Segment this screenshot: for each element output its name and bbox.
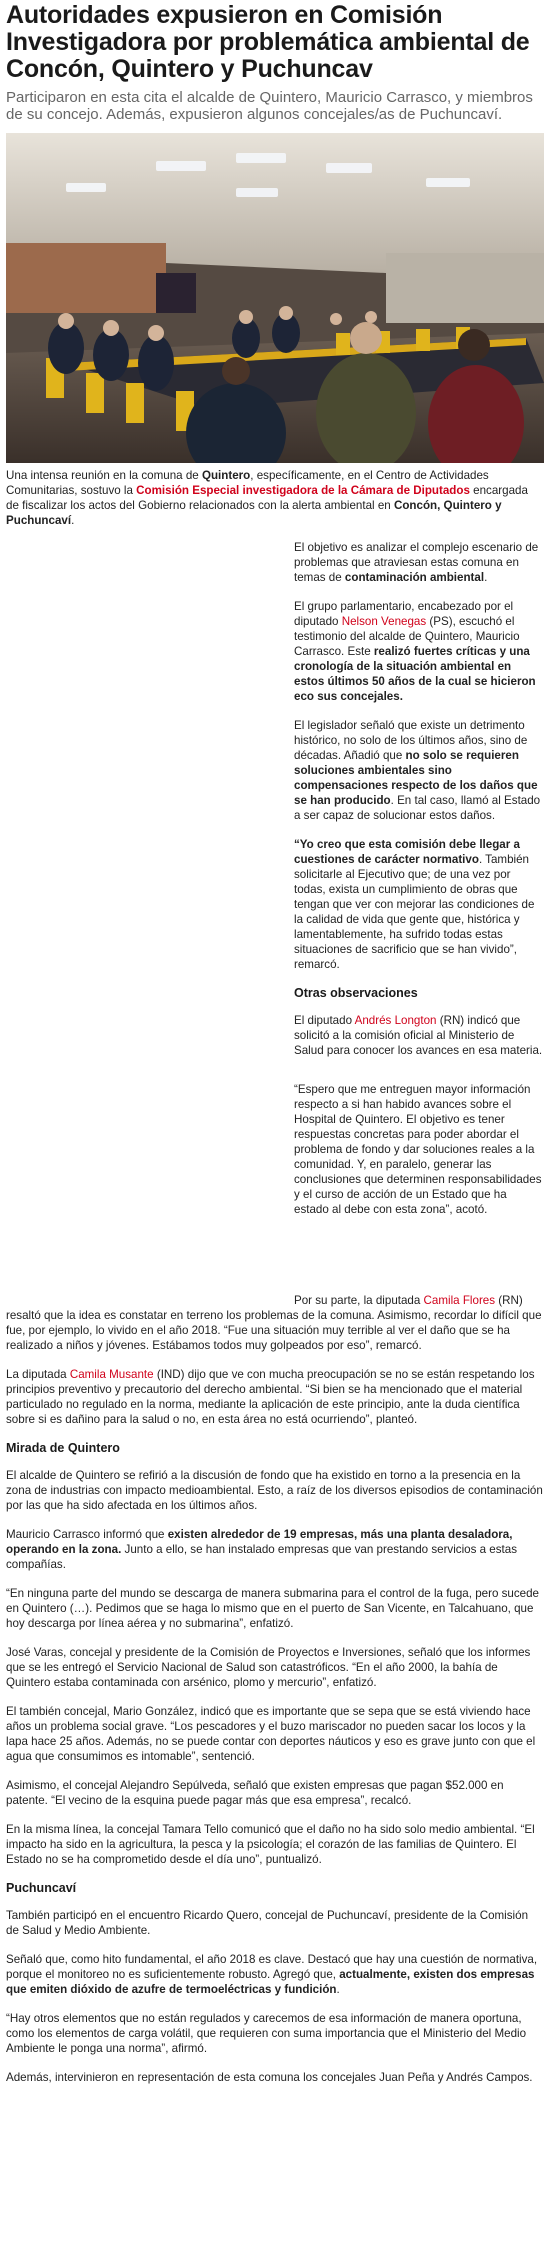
paragraph: Asimismo, el concejal Alejandro Sepúlveda, señaló que existen empresas que pagan $52.000 en patente. “El vecino de la esquina puede pagar más que esa empresa”, recalcó. bbox=[6, 1779, 504, 1807]
comision-link[interactable]: Comisión Especial investigadora de la Cámara de Diputados bbox=[136, 484, 470, 497]
andres-longton-link[interactable]: Andrés Longton bbox=[354, 1014, 437, 1027]
paragraph: También participó en el encuentro Ricardo Quero, concejal de Puchuncaví, presidente de la Comisión de Salud y Medio Ambiente. bbox=[6, 1909, 529, 1937]
article-headline: Autoridades expusieron en Comisión Investigadora por problemática ambiental de Concón, Quintero y Puchuncav bbox=[6, 1, 530, 83]
paragraph: Señaló que, como hito fundamental, el año 2018 es clave. Destacó que hay una cuestión de normativa, porque el monitoreo no es suficientemente robusto. Agregó que, actualmente, existen dos empresas que emiten dióxido de azufre de termoeléctricas y fundición. bbox=[6, 1953, 538, 1996]
paragraph: El también concejal, Mario González, indicó que es importante que se sepa que se está viviendo hace años un problema social grave. “Los pescadores y el buzo mariscador no pueden sacar los locos y la lapa hace 25 años. Además, no se puede contar con deportes náuticos y eso es grave junto con que el agua que consumimos es intomable”, sentenció. bbox=[6, 1705, 536, 1763]
heading-mirada-quintero: Mirada de Quintero bbox=[6, 1441, 120, 1455]
paragraph: Por su parte, la diputada Camila Flores (RN) resaltó que la idea es constatar en terreno los problemas de la comuna. Asimismo, recordar lo difícil que fue, por ejemplo, lo vivido en el año 2018. “Fue una situación muy terrible al ver el daño que se ha realizado a niños y jóvenes. Estábamos todos muy golpeados por eso”, remarcó. bbox=[6, 1294, 542, 1352]
paragraph: “Hay otros elementos que no están regulados y carecemos de esa información de manera oportuna, como los elementos de carga volátil, que requieren con suma importancia que el Ministerio del Medio Ambiente le ponga una norma”, afirmó. bbox=[6, 2012, 527, 2055]
paragraph: “En ninguna parte del mundo se descarga de manera submarina para el control de la fuga, pero sucede en Quintero (…). Pedimos que se haga lo mismo que en el puerto de San Vicente, en Talcahuano, que hoy descarga por línea aérea y no submarina”, enfatizó. bbox=[6, 1587, 540, 1630]
paragraph: El legislador señaló que existe un detrimento histórico, no solo de los últimos años, sino de décadas. Añadió que no solo se requieren soluciones ambientales sino compensaciones respecto de los daños que se han producido. En tal caso, llamó al Estado a ser capaz de solucionar estos daños. bbox=[294, 719, 541, 822]
paragraph: “Yo creo que esta comisión debe llegar a cuestiones de carácter normativo. También solicitarle al Ejecutivo que; de una vez por todas, exista un cumplimiento de obras que tengan que ver con mejorar las condiciones de la calidad de vida que gente que, histórica y lamentablemente, ha sufrido todas estas situaciones de sacrificio que se han vivido”, remarcó. bbox=[294, 838, 535, 971]
paragraph: “Espero que me entreguen mayor información respecto a si han habido avances sobre el Hospital de Quintero. El objetivo es tener respuestas concretas para poder abordar el problema de fondo y dar soluciones reales a la comunidad. Y, en paralelo, generar las conclusiones que determinen responsabilidades y el curso de acción de un Estado que ha estado al debe con esta zona”, acotó. bbox=[294, 1083, 542, 1216]
paragraph: Además, intervinieron en representación de esta comuna los concejales Juan Peña y Andrés Campos. bbox=[6, 2071, 533, 2084]
paragraph: El objetivo es analizar el complejo escenario de problemas que atraviesan estas comuna en temas de contaminación ambiental. bbox=[294, 541, 539, 584]
nelson-venegas-link[interactable]: Nelson Venegas bbox=[341, 615, 427, 628]
article-body bbox=[6, 528, 544, 2085]
paragraph: El diputado Andrés Longton (RN) indicó que solicitó a la comisión oficial al Ministerio de Salud para conocer los avances en esa materia. bbox=[294, 1014, 543, 1057]
paragraph: Mauricio Carrasco informó que existen alrededor de 19 empresas, más una planta desaladora, operando en la zona. Junto a ello, se han instalado empresas que van prestando servicios a estas compañías. bbox=[6, 1528, 518, 1571]
camila-musante-link[interactable]: Camila Musante bbox=[69, 1368, 154, 1381]
paragraph: José Varas, concejal y presidente de la Comisión de Proyectos e Inversiones, señaló que los informes que se les entregó el Servicio Nacional de Salud son catastróficos. “En el año 2000, la bahía de Quintero estaba contaminada con arsénico, plomo y mercurio”, enfatizó. bbox=[6, 1646, 531, 1689]
float-spacer bbox=[6, 1231, 294, 1293]
narrow-column bbox=[294, 528, 544, 1217]
paragraph: El grupo parlamentario, encabezado por el diputado Nelson Venegas (PS), escuchó el testimonio del alcalde de Quintero, Mauricio Carrasco. Este realizó fuertes críticas y una cronología de la situación ambiental en estos últimos 50 años de la cual se hicieron eco sus concejales. bbox=[294, 600, 536, 703]
paragraph: El alcalde de Quintero se refirió a la discusión de fondo que ha existido en torno a la presencia en la zona de industrias con impacto medioambiental. Esto, a raíz de los diversos episodios de contaminación por las que ha sido afectada en los últimos años. bbox=[6, 1469, 543, 1512]
camila-flores-link[interactable]: Camila Flores bbox=[423, 1294, 496, 1307]
photo-caption: Una intensa reunión en la comuna de Quintero, específicamente, en el Centro de Actividades Comunitarias, sostuvo la Comisión Especial investigadora de la Cámara de Diputados encargada de fiscalizar los actos del Gobierno relacionados con la alerta ambiental en Concón, Quintero y Puchuncaví. bbox=[6, 469, 528, 527]
heading-otras-observaciones: Otras observaciones bbox=[294, 986, 418, 1000]
article-subhead: Participaron en esta cita el alcalde de Quintero, Mauricio Carrasco, y miembros de su concejo. Además, expusieron algunos concejales/as de Puchuncaví. bbox=[6, 89, 533, 123]
caption-bold-quintero: Quintero bbox=[201, 469, 251, 482]
heading-puchuncavi: Puchuncaví bbox=[6, 1881, 77, 1895]
paragraph: En la misma línea, la concejal Tamara Tello comunicó que el daño no ha sido solo medio ambiental. “El impacto ha sido en la agricultura, la pesca y la psicología; el corazón de las familias de Quintero. El Estado no se ha comprometido desde el día uno”, puntualizó. bbox=[6, 1823, 535, 1866]
meeting-photo-illustration bbox=[6, 133, 544, 463]
article-photo bbox=[6, 133, 544, 463]
paragraph: La diputada Camila Musante (IND) dijo que ve con mucha preocupación se no se están respetando los principios preventivo y precautorio del derecho ambiental. “Si bien se ha mencionado que el material particulado no regulado en la norma, mediante la aplicación de este principio, ante la duda científica sobre si es dañino para la salud o no, en esta área no está ocurriendo”, planteó. bbox=[6, 1368, 535, 1426]
